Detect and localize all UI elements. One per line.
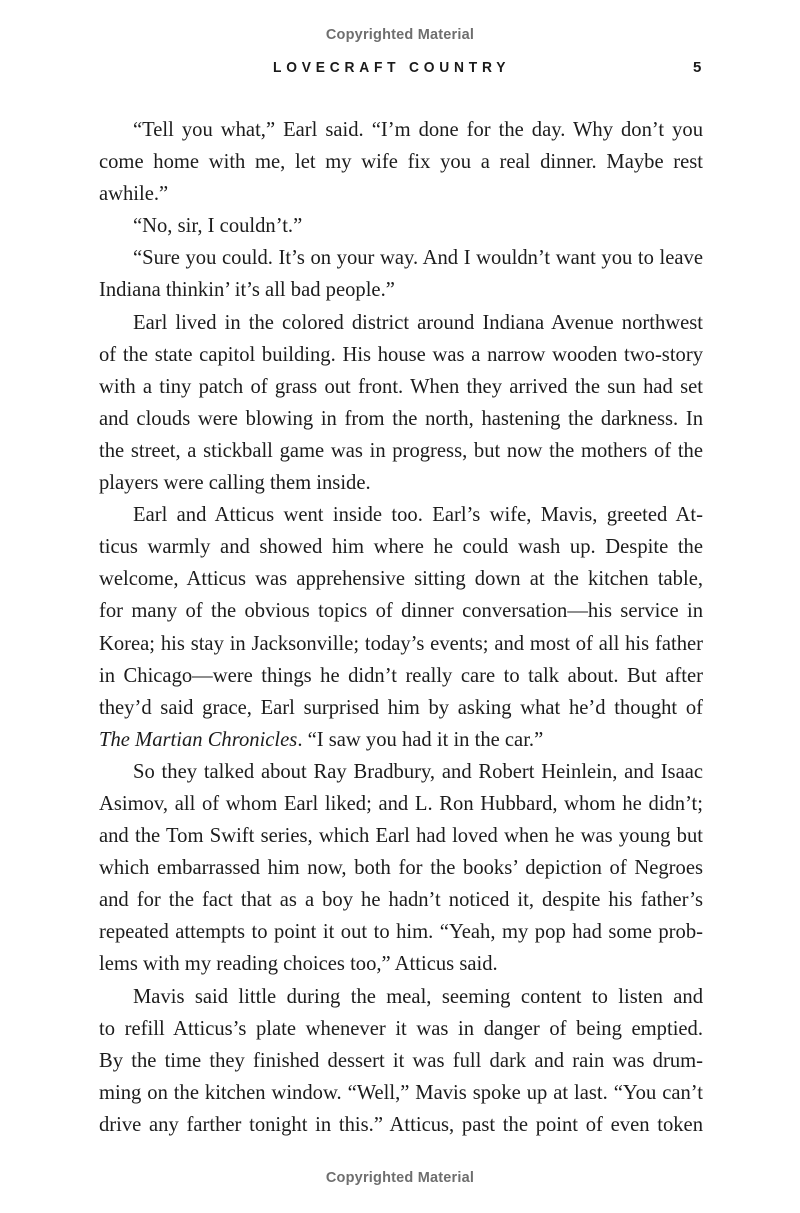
- text-line: awhile.”: [99, 183, 169, 206]
- text-line: “Sure you could. It’s on your way. And I wouldn’t want you to leave: [133, 247, 703, 270]
- page-number: 5: [693, 59, 702, 76]
- text-line-book-title: [99, 724, 703, 756]
- text-line: of the state capitol building. His house was a narrow wooden two-story: [99, 343, 703, 366]
- text-line: lems with my reading choices too,” Atticus said.: [99, 953, 498, 976]
- text-line: Earl and Atticus went inside too. Earl’s wife, Mavis, greeted At-: [133, 504, 703, 527]
- text-line: ming on the kitchen window. “Well,” Mavis spoke up at last. “You can’t: [99, 1081, 703, 1104]
- text-line: ticus warmly and showed him where he could wash up. Despite the: [99, 536, 703, 559]
- text-line: repeated attempts to point it out to him. “Yeah, my pop had some prob-: [99, 921, 703, 944]
- text-line: they’d said grace, Earl surprised him by asking what he’d thought of: [99, 696, 703, 719]
- text-line: with a tiny patch of grass out front. When they arrived the sun had set: [99, 375, 703, 398]
- text-line: come home with me, let my wife fix you a real dinner. Maybe rest: [99, 151, 703, 174]
- text-line: in Chicago—were things he didn’t really care to talk about. But after: [99, 664, 703, 687]
- text-line: Earl lived in the colored district around Indiana Avenue northwest: [133, 311, 703, 334]
- text-line: and the Tom Swift series, which Earl had loved when he was young but: [99, 825, 703, 848]
- text-line: to refill Atticus’s plate whenever it was in danger of being emptied.: [99, 1017, 703, 1040]
- book-title-italic: The Martian Chronicles: [99, 728, 298, 751]
- text-line: players were calling them inside.: [99, 472, 371, 495]
- text-line: the street, a stickball game was in progress, but now the mothers of the: [99, 439, 703, 462]
- text-line: and clouds were blowing in from the north, hastening the darkness. In: [99, 407, 703, 430]
- text-line: “No, sir, I couldn’t.”: [133, 215, 303, 238]
- text-line: drive any farther tonight in this.” Atticus, past the point of even token: [99, 1113, 703, 1136]
- body-text: [99, 114, 703, 1141]
- text-line: Mavis said little during the meal, seeming content to listen and: [133, 985, 703, 1008]
- running-head-title: LOVECRAFT COUNTRY: [273, 59, 511, 76]
- text-line: Korea; his stay in Jacksonville; today’s events; and most of all his father: [99, 632, 703, 655]
- text-line: Indiana thinkin’ it’s all bad people.”: [99, 279, 395, 302]
- text-line: “Tell you what,” Earl said. “I’m done for the day. Why don’t you: [133, 119, 703, 141]
- text-line: So they talked about Ray Bradbury, and Robert Heinlein, and Isaac: [133, 760, 703, 783]
- text-line: which embarrassed him now, both for the books’ depiction of Negroes: [99, 857, 703, 880]
- text-line: welcome, Atticus was apprehensive sitting down at the kitchen table,: [99, 568, 703, 591]
- text-line: By the time they finished dessert it was full dark and rain was drum-: [99, 1049, 703, 1072]
- text-line-rest: . “I saw you had it in the car.”: [297, 728, 544, 751]
- text-line: and for the fact that as a boy he hadn’t noticed it, despite his father’s: [99, 889, 703, 912]
- text-line: for many of the obvious topics of dinner conversation—his service in: [99, 600, 703, 623]
- copyright-watermark-bottom: Copyrighted Material: [325, 1170, 475, 1186]
- copyright-watermark-top: Copyrighted Material: [325, 27, 475, 43]
- text-line: Asimov, all of whom Earl liked; and L. Ron Hubbard, whom he didn’t;: [99, 792, 703, 815]
